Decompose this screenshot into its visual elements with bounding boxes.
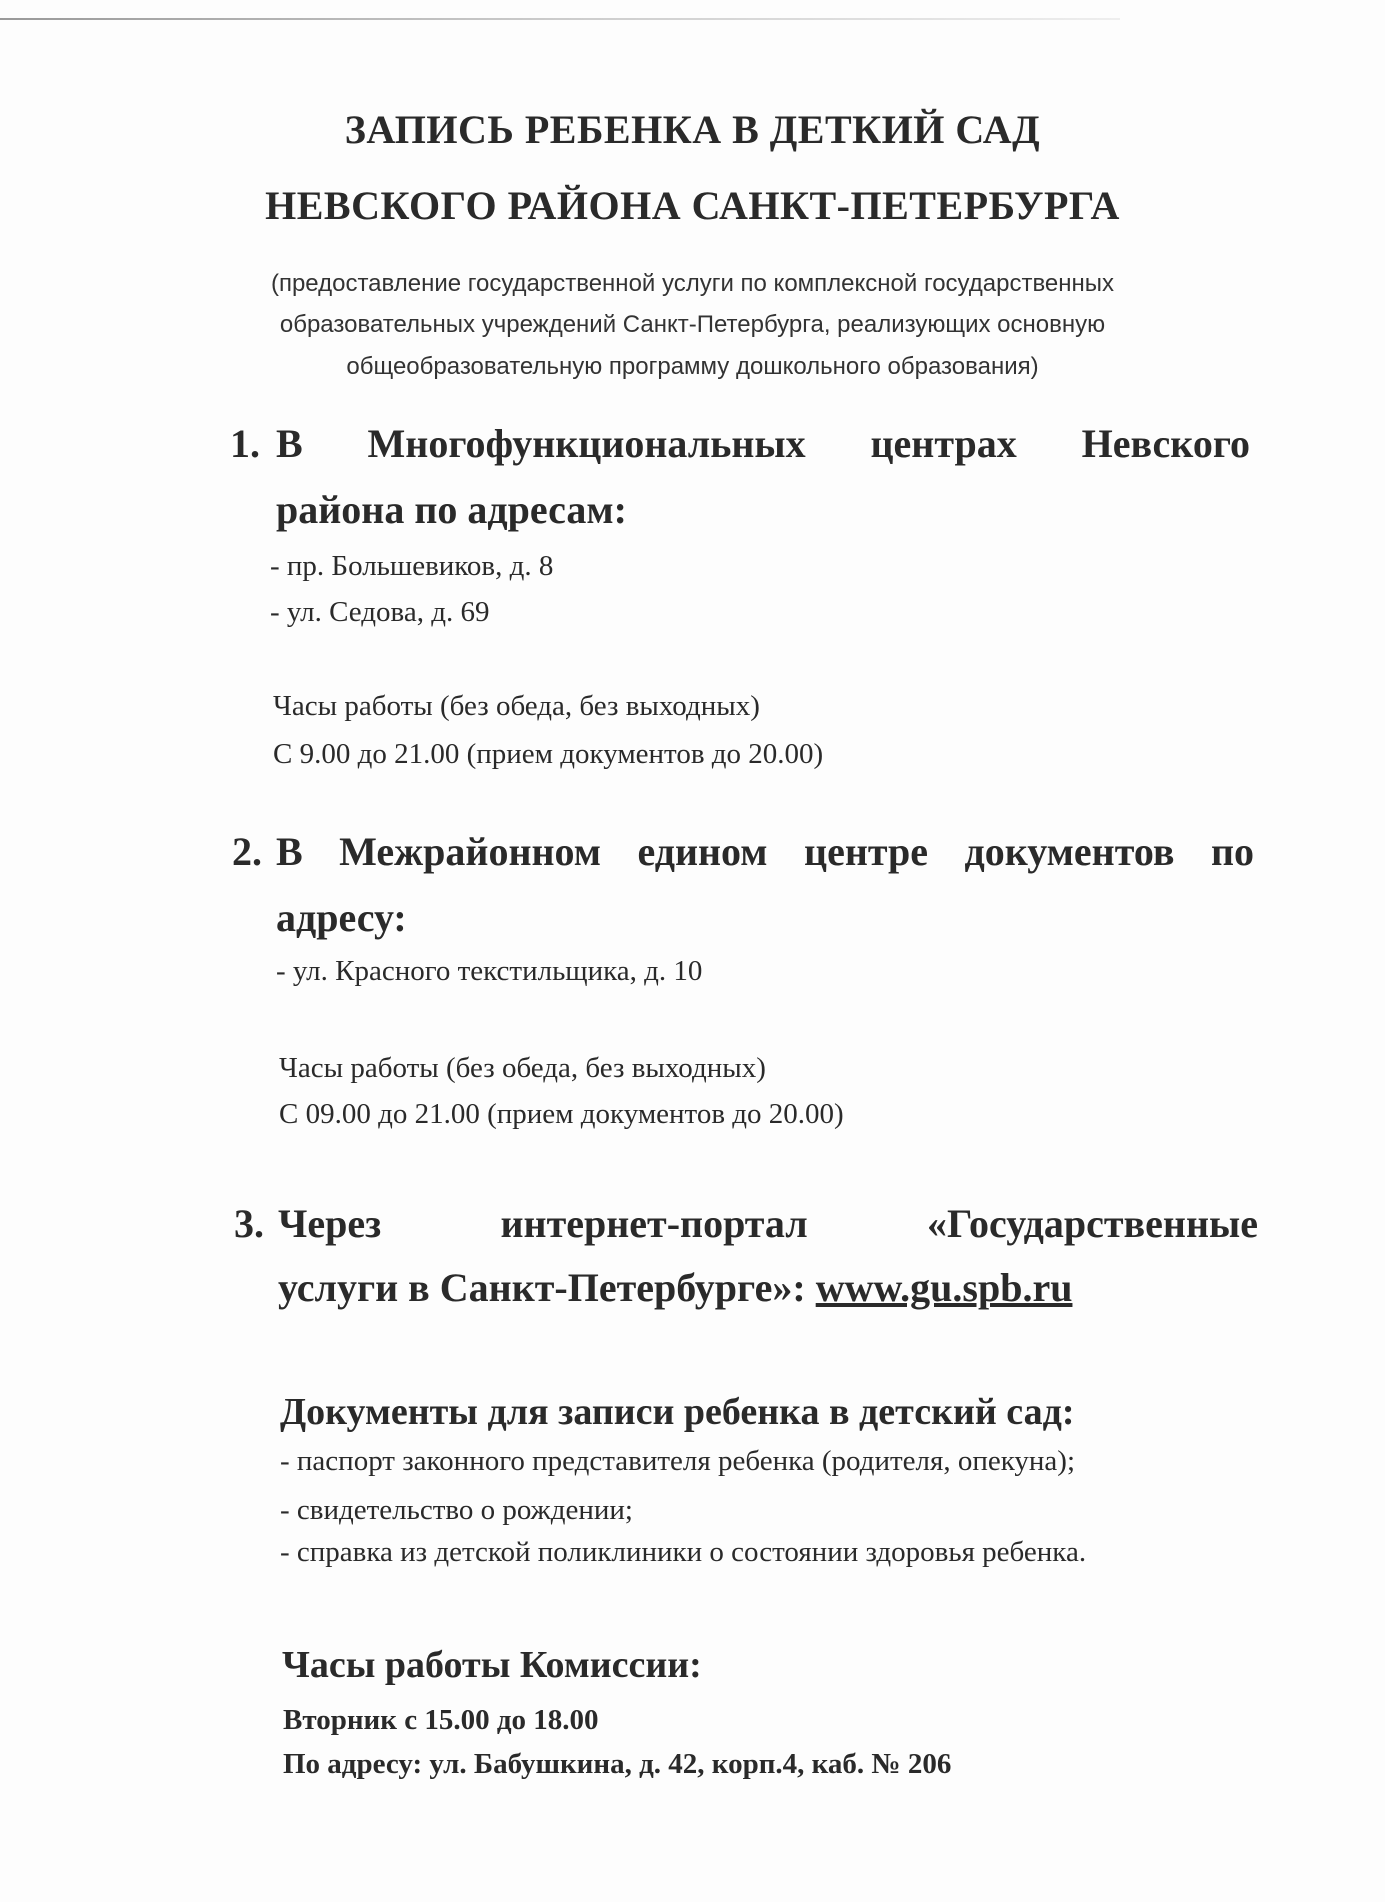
item-2-hours-value: С 09.00 до 21.00 (прием документов до 20.00)	[279, 1098, 844, 1130]
item-2-number: 2.	[232, 829, 262, 874]
item-2-heading-line-1: В Межрайонном едином центре документов по	[276, 829, 1254, 874]
subtitle-line-1: (предоставление государственной услуги по комплексной государственных	[270, 270, 1115, 297]
item-2-address-1: - ул. Красного текстильщика, д. 10	[276, 955, 703, 987]
item-3-heading-line-2	[278, 1264, 1072, 1311]
item-1-hours-label: Часы работы (без обеда, без выходных)	[273, 690, 760, 722]
item-3-heading-line-1: Через интернет-портал «Государственные	[278, 1201, 1258, 1246]
commission-address: По адресу: ул. Бабушкина, д. 42, корп.4, каб. № 206	[283, 1748, 952, 1780]
subtitle-line-3: общеобразовательную программу дошкольного образования)	[346, 353, 1039, 380]
scan-edge	[0, 18, 1120, 20]
item-3-number: 3.	[234, 1201, 264, 1246]
documents-heading: Документы для записи ребенка в детский сад:	[280, 1391, 1075, 1433]
documents-item-2: - свидетельство о рождении;	[280, 1494, 633, 1526]
item-1-number: 1.	[230, 421, 260, 466]
commission-heading: Часы работы Комиссии:	[282, 1644, 702, 1686]
item-1-address-1: - пр. Большевиков, д. 8	[270, 550, 554, 582]
item-2-heading-line-2: адресу:	[276, 895, 407, 940]
documents-item-3: - справка из детской поликлиники о состоянии здоровья ребенка.	[280, 1536, 1087, 1568]
item-1-heading-line-2: района по адресам:	[276, 487, 627, 532]
item-1-address-2: - ул. Седова, д. 69	[270, 596, 490, 628]
item-1-heading-line-1: В Многофункциональных центрах Невского	[276, 421, 1250, 466]
subtitle-line-2: образовательных учреждений Санкт-Петербурга, реализующих основную	[279, 311, 1106, 338]
item-3-heading-text: услуги в Санкт-Петербурге»:	[278, 1265, 816, 1310]
commission-day: Вторник с 15.00 до 18.00	[283, 1704, 599, 1736]
item-2-hours-label: Часы работы (без обеда, без выходных)	[279, 1052, 766, 1084]
documents-item-1: - паспорт законного представителя ребенка (родителя, опекуна);	[280, 1445, 1076, 1477]
title-line-1: ЗАПИСЬ РЕБЕНКА В ДЕТКИЙ САД	[344, 107, 1041, 152]
title-line-2: НЕВСКОГО РАЙОНА САНКТ-ПЕТЕРБУРГА	[265, 183, 1120, 228]
portal-link[interactable]: www.gu.spb.ru	[815, 1265, 1073, 1310]
item-1-hours-value: С 9.00 до 21.00 (прием документов до 20.00)	[273, 738, 824, 770]
